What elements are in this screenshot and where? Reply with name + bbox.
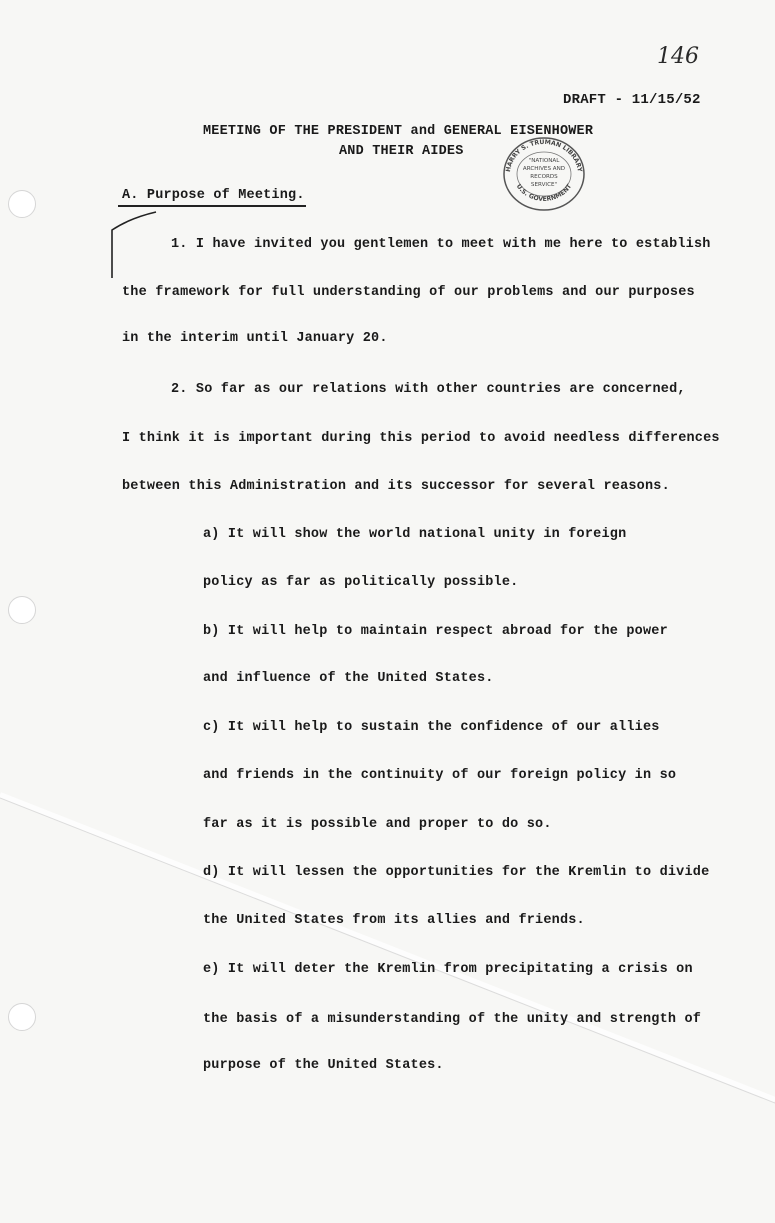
list-item-line: and influence of the United States. [203,671,494,686]
body-line: 2. So far as our relations with other countries are concerned, [171,382,686,397]
list-item-line: the United States from its allies and friends. [203,913,585,928]
list-item-line: far as it is possible and proper to do so. [203,817,552,832]
document-title-line-2: AND THEIR AIDES [339,144,464,159]
stamp-line-4: SERVICE" [530,182,558,188]
list-item-line: b) It will help to maintain respect abroad for the power [203,624,668,639]
page-number: 146 [657,44,699,69]
document-title-line-1: MEETING OF THE PRESIDENT and GENERAL EISENHOWER [203,124,594,139]
list-item-line: d) It will lessen the opportunities for the Kremlin to divide [203,865,710,880]
list-item-line: the basis of a misunderstanding of the unity and strength of [203,1012,702,1027]
stamp-line-2: ARCHIVES AND [522,166,566,172]
body-line: the framework for full understanding of our problems and our purposes [122,285,695,300]
body-line: in the interim until January 20. [122,331,388,346]
section-heading: A. Purpose of Meeting. [122,188,305,203]
body-line: I think it is important during this period to avoid needless differences [122,431,720,446]
margin-bracket-mark [100,208,160,280]
list-item-line: policy as far as politically possible. [203,575,519,590]
draft-date-label: DRAFT - 11/15/52 [563,92,701,108]
stamp-line-3: RECORDS [530,174,558,180]
heading-underline [118,205,306,207]
list-item-line: purpose of the United States. [203,1058,444,1073]
list-item-line: and friends in the continuity of our foreign policy in so [203,768,677,783]
list-item-line: a) It will show the world national unity in foreign [203,527,627,542]
list-item-line: c) It will help to sustain the confidence of our allies [203,720,660,735]
body-line: between this Administration and its successor for several reasons. [122,479,670,494]
list-item-line: e) It will deter the Kremlin from precipitating a crisis on [203,962,693,977]
body-line: 1. I have invited you gentlemen to meet with me here to establish [171,237,711,252]
stamp-bottom-text: U.S. GOVERNMENT [514,183,574,203]
archive-stamp [502,136,586,212]
stamp-top-text: HARRY S. TRUMAN LIBRARY [505,138,583,173]
stamp-line-1: "NATIONAL [528,158,560,164]
